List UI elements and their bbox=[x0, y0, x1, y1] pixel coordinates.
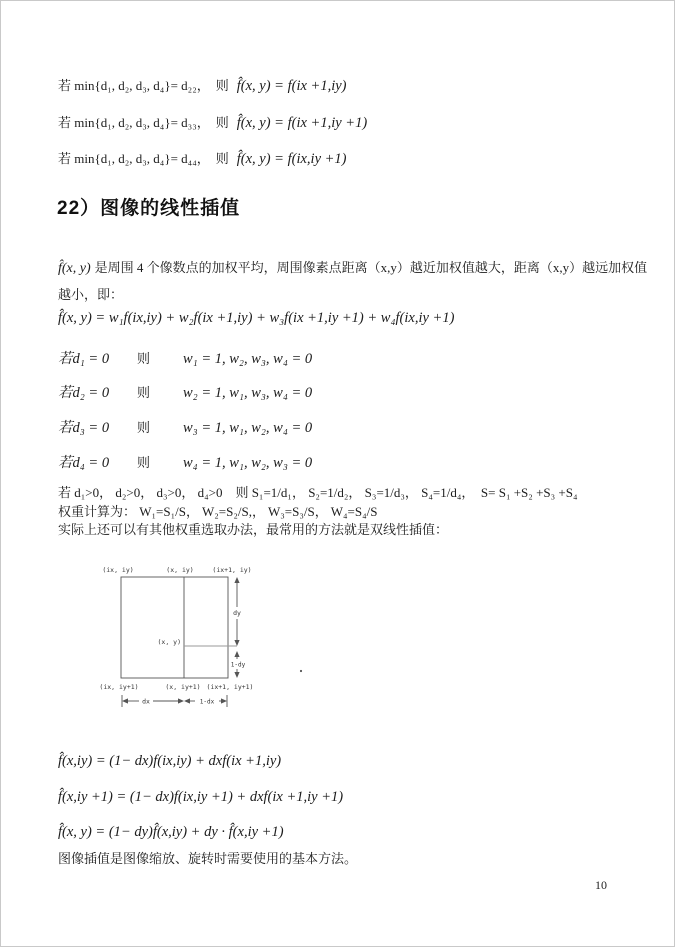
intro-line-1: f̂(x, y) 是周围 4 个像数点的加权平均，周围像素点距离（x,y）越近加权值越大，距离（x,y）越远加权值 bbox=[58, 260, 648, 276]
case-condition: 若d₁ = 0 bbox=[58, 351, 110, 367]
section-heading: 22）图像的线性插值 bbox=[57, 198, 241, 219]
label-bottom-left: (ix, iy+1) bbox=[99, 683, 139, 691]
then-label: 则 bbox=[137, 455, 151, 470]
condition-formula: f̂(x, y) = f(ix +1,iy) bbox=[236, 78, 347, 94]
then-label: 则 bbox=[137, 420, 151, 435]
case-result: w₄ = 1, w₁, w₂, w₃ = 0 bbox=[183, 455, 313, 471]
condition-formula: f̂(x, y) = f(ix +1,iy +1) bbox=[236, 115, 368, 131]
bilinear-interpolation-diagram bbox=[96, 557, 361, 717]
s-definition-line: 若 d₁>0， d₂>0， d₃>0， d₄>0 则 S₁=1/d₁， S₂=1/d₂， S₃=1/d₃， S₄=1/d₄， S= S₁ +S₂ +S₃ +S₄ bbox=[58, 485, 578, 500]
label-bottom-mid: (x, iy+1) bbox=[165, 683, 201, 691]
bilinear-formula-2: f̂(x,iy +1) = (1− dx)f(ix,iy +1) + dxf(ix +1,iy +1) bbox=[58, 789, 344, 805]
label-1-minus-dy: 1-dy bbox=[230, 661, 246, 669]
bilinear-formula-1: f̂(x,iy) = (1− dx)f(ix,iy) + dxf(ix +1,iy) bbox=[58, 753, 282, 769]
fhat-symbol: f̂(x, y) bbox=[58, 261, 91, 276]
weight-case-4 bbox=[58, 451, 312, 472]
arrow-left-icon bbox=[184, 698, 190, 703]
condition-formula: f̂(x, y) = f(ix,iy +1) bbox=[236, 151, 347, 167]
case-condition: 若d₄ = 0 bbox=[58, 455, 110, 471]
then-label: 则 bbox=[215, 78, 229, 93]
weight-case-1 bbox=[58, 347, 312, 368]
arrow-up-icon bbox=[234, 651, 239, 657]
arrow-left-icon bbox=[122, 698, 128, 703]
min-condition-line-3 bbox=[58, 148, 347, 168]
case-condition: 若d₃ = 0 bbox=[58, 420, 110, 436]
arrow-up-icon bbox=[234, 577, 239, 583]
label-point: (x, y) bbox=[157, 638, 181, 646]
arrow-right-icon bbox=[178, 698, 184, 703]
arrow-down-icon bbox=[234, 640, 239, 646]
label-top-left: (ix, iy) bbox=[102, 566, 134, 574]
closing-sentence: 图像插值是图像缩放、旋转时需要使用的基本方法。 bbox=[58, 851, 358, 866]
arrow-right-icon bbox=[221, 698, 227, 703]
intro-line-2: 越小，即： bbox=[58, 287, 124, 302]
then-label: 则 bbox=[137, 351, 151, 366]
condition-prefix: 若 min{d₁, d₂, d₃, d₄}= d₄₄， bbox=[58, 151, 210, 166]
then-label: 则 bbox=[215, 151, 229, 166]
case-condition: 若d₂ = 0 bbox=[58, 385, 110, 401]
case-result: w₂ = 1, w₁, w₃, w₄ = 0 bbox=[183, 385, 313, 401]
weight-computation-line: 权重计算为： W₁=S₁/S， W₂=S₂/S,， W₃=S₃/S， W₄=S₄/S bbox=[58, 504, 378, 519]
label-top-right: (ix+1, iy) bbox=[212, 566, 252, 574]
min-condition-line-1 bbox=[58, 75, 347, 95]
label-bottom-right: (ix+1, iy+1) bbox=[206, 683, 254, 691]
label-top-mid: (x, iy) bbox=[166, 566, 194, 574]
stray-dot bbox=[300, 670, 302, 672]
case-result: w₃ = 1, w₁, w₂, w₄ = 0 bbox=[183, 420, 313, 436]
weight-case-3 bbox=[58, 416, 312, 437]
pixel-cell-rect bbox=[121, 577, 228, 678]
case-result: w₁ = 1, w₂, w₃, w₄ = 0 bbox=[183, 351, 313, 367]
weighted-average-formula: f̂(x, y) = w₁f(ix,iy) + w₂f(ix +1,iy) + w₃f(ix +1,iy +1) + w₄f(ix,iy +1) bbox=[58, 310, 455, 326]
label-dy: dy bbox=[233, 609, 241, 617]
label-1-minus-dx: 1-dx bbox=[199, 698, 215, 706]
bilinear-note-line: 实际上还可以有其他权重选取办法，最常用的方法就是双线性插值： bbox=[58, 522, 449, 537]
then-label: 则 bbox=[215, 115, 229, 130]
label-dx: dx bbox=[142, 697, 150, 706]
then-label: 则 bbox=[137, 385, 151, 400]
min-condition-line-2 bbox=[58, 112, 367, 132]
arrow-down-icon bbox=[234, 672, 239, 678]
bilinear-formula-3: f̂(x, y) = (1− dy)f̂(x,iy) + dy · f̂(x,iy +1) bbox=[58, 824, 284, 840]
weight-case-2 bbox=[58, 381, 312, 402]
condition-prefix: 若 min{d₁, d₂, d₃, d₄}= d₃₃， bbox=[58, 115, 210, 130]
condition-prefix: 若 min{d₁, d₂, d₃, d₄}= d₂₂， bbox=[58, 78, 210, 93]
page-number: 10 bbox=[595, 878, 607, 892]
